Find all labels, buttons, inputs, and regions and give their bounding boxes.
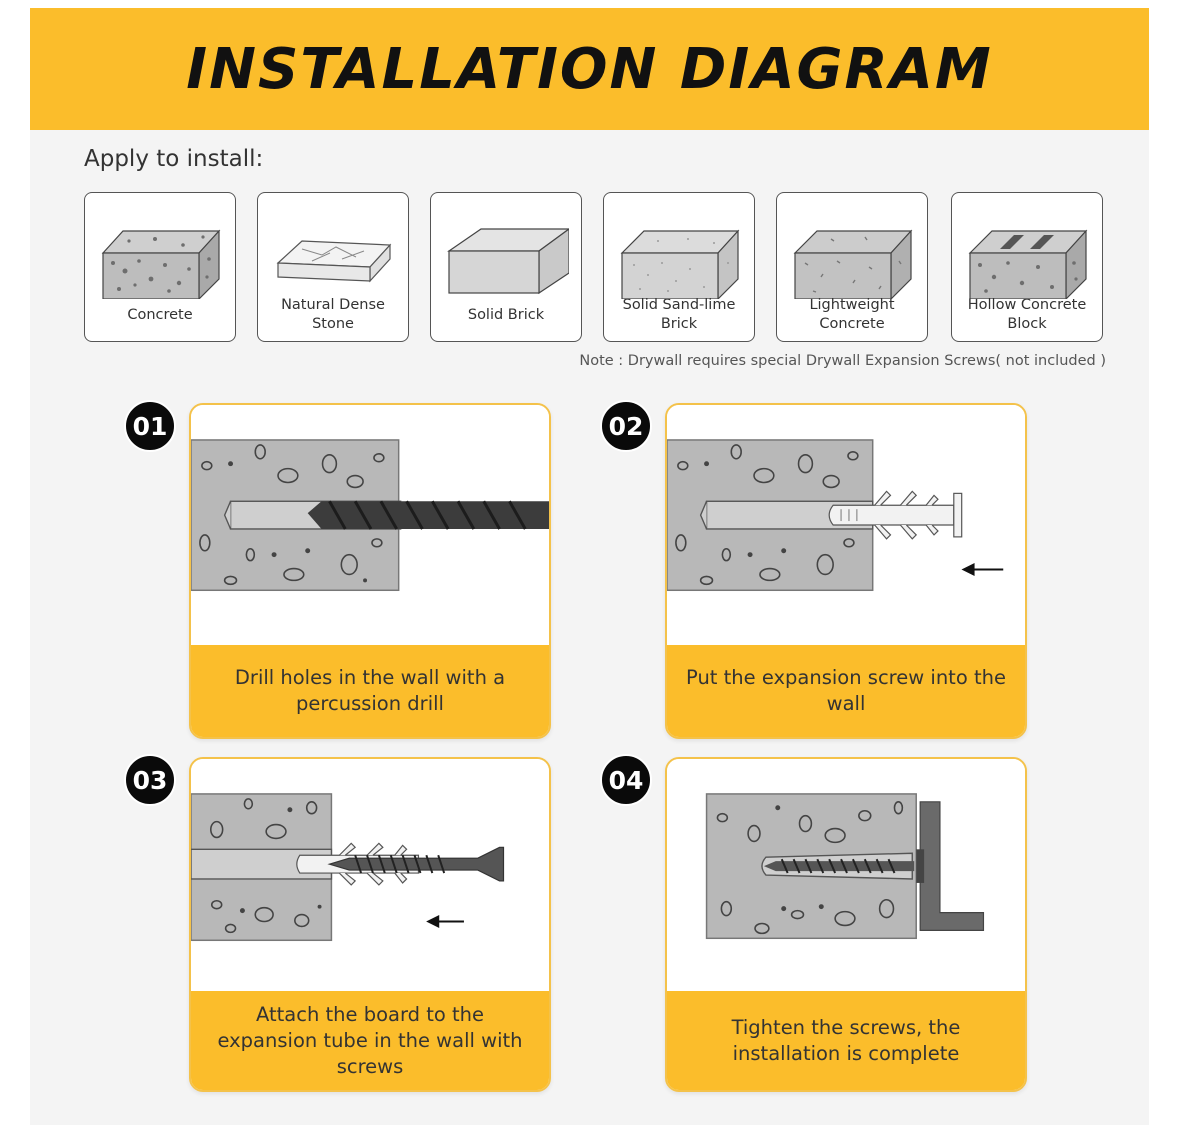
drill-illustration	[191, 405, 549, 647]
material-card-lightweight-concrete	[776, 192, 928, 342]
material-label: Concrete	[127, 306, 193, 323]
material-label: Solid Brick	[467, 306, 545, 323]
material-label: Natural Dense Stone	[281, 297, 385, 332]
apply-label: Apply to install:	[84, 146, 264, 172]
title-banner	[30, 8, 1149, 130]
step-illustration	[191, 759, 549, 995]
step-number-badge: 01	[124, 400, 176, 452]
step-illustration	[667, 405, 1025, 647]
step-illustration	[667, 759, 1025, 995]
step-number-badge: 04	[600, 754, 652, 806]
material-card-natural-dense-stone	[257, 192, 409, 342]
hollow-block-icon	[966, 219, 1090, 299]
step-number-badge: 02	[600, 400, 652, 452]
sand-lime-brick-icon	[618, 219, 742, 299]
material-label: Hollow Concrete Block	[967, 297, 1087, 332]
step-card-02	[665, 403, 1027, 739]
material-label: Lightweight Concrete	[809, 297, 895, 332]
step-card-04	[665, 757, 1027, 1092]
brick-icon	[445, 219, 569, 299]
material-card-hollow-concrete-block	[951, 192, 1103, 342]
drywall-note: Note : Drywall requires special Drywall Expansion Screws( not included )	[579, 353, 1106, 369]
page-title: INSTALLATION DIAGRAM	[186, 36, 993, 102]
step-card-03	[189, 757, 551, 1092]
material-card-solid-sand-lime-brick	[603, 192, 755, 342]
step-caption: Tighten the screws, the installation is complete	[667, 991, 1025, 1090]
step-caption: Attach the board to the expansion tube in the wall with screws	[191, 991, 549, 1090]
step-caption: Drill holes in the wall with a percussion drill	[191, 645, 549, 737]
stone-slab-icon	[272, 219, 396, 299]
step-caption: Put the expansion screw into the wall	[667, 645, 1025, 737]
concrete-block-icon	[99, 219, 223, 299]
material-card-solid-brick	[430, 192, 582, 342]
material-card-concrete	[84, 192, 236, 342]
anchor-insert-illustration	[667, 405, 1025, 647]
lightweight-concrete-icon	[791, 219, 915, 299]
step-number-badge: 03	[124, 754, 176, 806]
screw-attach-illustration	[191, 759, 549, 995]
material-label: Solid Sand-lime Brick	[622, 297, 736, 332]
installation-complete-illustration	[667, 759, 1025, 995]
step-illustration	[191, 405, 549, 647]
step-card-01	[189, 403, 551, 739]
